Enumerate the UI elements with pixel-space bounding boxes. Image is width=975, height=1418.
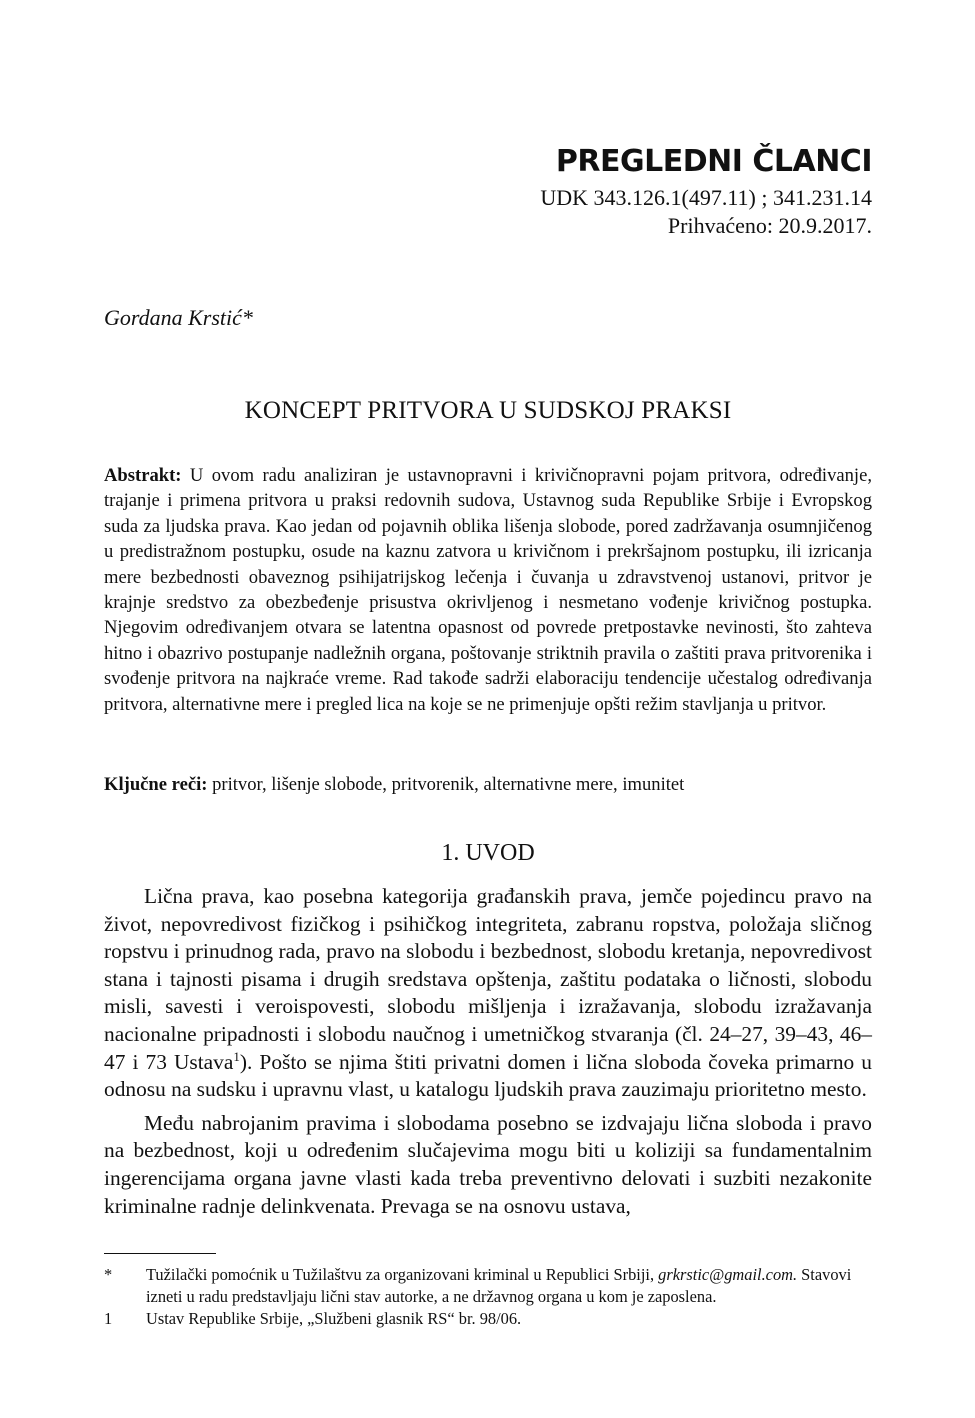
abstract-label: Abstrakt: — [104, 465, 182, 486]
author-email-link[interactable]: grkrstic@gmail.com. — [658, 1265, 798, 1284]
footnote-rule — [104, 1253, 216, 1254]
keywords-text: pritvor, lišenje slobode, pritvorenik, alternativne mere, imunitet — [207, 774, 685, 795]
accepted-date: Prihvaćeno: 20.9.2017. — [667, 213, 872, 238]
paragraph: Među nabrojanim pravima i slobodama posebno se izdvajaju lična sloboda i pravo na bezbednost, koji u određenim slučajevima mogu biti u koliziji sa fundamentalnim ingerencijama organa javne vlasti kada treba preventivno delovati i suzbiti nezakonite kriminalne radnje delinkvenata. Prevaga se na osnovu ustava, — [104, 1110, 872, 1218]
abstract-text: U ovom radu analiziran je ustavnopravni i krivičnopravni pojam pritvora, određivanje, trajanje i primena pritvora u praksi redovnih sudova, Ustavnog suda Republike Srbije i Evropskog suda za ljudska prava. Kao jedan od pojavnih oblika lišenja slobode, pored zadržavanja osumnjičenog u predistražnom postupku, osude na kaznu zatvora u krivičnom i prekršajnom postupku, ili izricanja mere bezbednosti obaveznog psihijatrijskog lečenja i čuvanja u zdravstvenoj ustanovi, pritvor je krajnje sredstvo za obezbeđenje prisustva okrivljenog i nesmetano vođenje krivičnog postupka. Njegovim određivanjem otvara se latentna opasnost od povrede pretpostavke nevinosti, što zahteva hitno i obazrivo postupanje nadležnih organa, poštovanje striktnih pravila o zaštiti prava pritvorenika i svođenje pritvora na najkraće vreme. Rad takođe sadrži elaboraciju tendencije učestalog određivanja pritvora, alternativne mere i pregled lica na koje se ne primenjuje opšti režim stavljanja u pritvor. — [104, 465, 872, 715]
footnote-text: Ustav Republike Srbije, „Službeni glasnik RS“ br. 98/06. — [146, 1309, 522, 1328]
footnotes — [104, 1264, 872, 1330]
footnote-ref[interactable]: 1 — [233, 1048, 240, 1064]
article-title: KONCEPT PRITVORA U SUDSKOJ PRAKSI — [244, 397, 732, 424]
article-meta — [540, 184, 872, 240]
paragraph: Lična prava, kao posebna kategorija građanskih prava, jemče pojedincu pravo na život, nepovredivost fizičkog i psihičkog integriteta, zabranu ropstva, položaja sličnog ropstvu i prinudnog rada, pravo na slobodu i bezbednost, slobodu kretanja, nepovredivost stana i tajnosti pisama i drugih sredstava opštenja, zaštitu podataka o ličnosti, slobodu misli, savesti i veroispovesti, slobodu mišljenja i izražavanja, slobodu izražavanja nacionalne pripadnosti i slobodu naučnog i umetničkog stvaranja (čl. 24–27, 39–43, 46–47 i 73 Ustava$^1$). Pošto se njima štiti privatni domen i lična sloboda čoveka primarno u odnosu na sudsku i upravnu vlast, u katalogu ljudskih prava zauzimaju prioritetno mesto. — [104, 884, 872, 1102]
footnote — [104, 1264, 872, 1308]
footnote-mark: 1 — [104, 1309, 113, 1328]
footnote-mark: * — [104, 1265, 113, 1284]
keywords — [104, 772, 872, 797]
footnote — [104, 1308, 872, 1330]
section-body — [104, 883, 872, 1226]
abstract — [104, 463, 872, 717]
section-heading: 1. UVOD — [441, 840, 535, 866]
udk-code: UDK 343.126.1(497.11) ; 341.231.14 — [540, 185, 872, 210]
footnote-text: Tužilački pomoćnik u Tužilaštvu za organizovani kriminal u Republici Srbiji, grkrstic@gmail.com. Stavovi izneti u radu predstavljaju lični stav autorke, a ne državnog organa u kom je zaposlena. — [146, 1265, 852, 1306]
keywords-label: Ključne reči: — [104, 774, 208, 795]
section-label: PREGLEDNI ČLANCI — [555, 144, 872, 179]
author-name: Gordana Krstić* — [104, 305, 253, 330]
